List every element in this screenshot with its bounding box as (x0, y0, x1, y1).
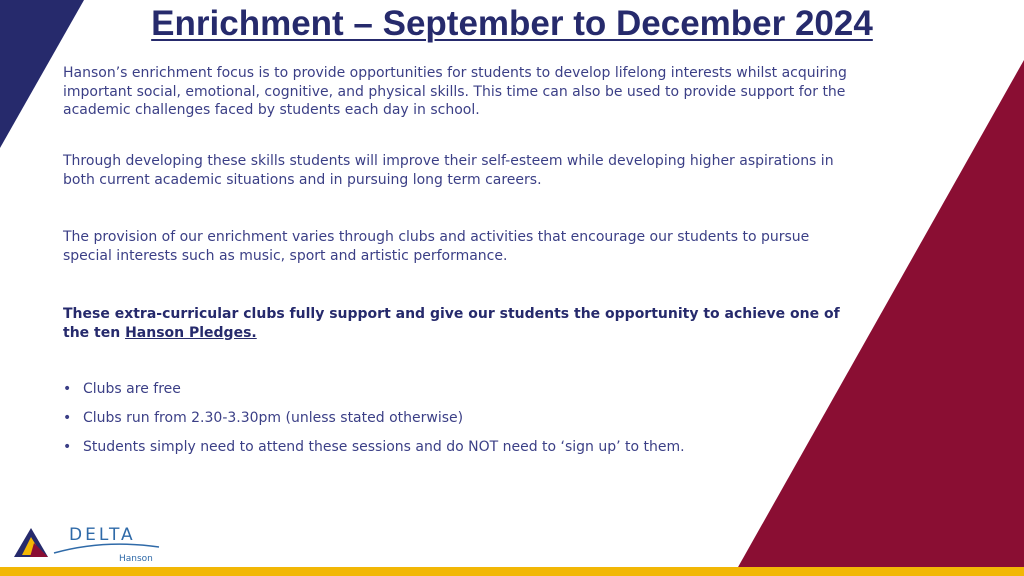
bullet-icon: • (63, 381, 72, 397)
provision-paragraph: The provision of our enrichment varies through clubs and activities that encourage our students to pursue special interests such as music, sport and artistic performance. (63, 229, 810, 264)
list-item (63, 409, 853, 438)
list-item-text: Students simply need to attend these sessions and do NOT need to ‘sign up’ to them. (83, 439, 685, 455)
list-item (63, 380, 853, 409)
list-item-text: Clubs run from 2.30-3.30pm (unless stated otherwise) (83, 410, 464, 426)
pledges-text: These extra-curricular clubs fully support and give our students the opportunity to achieve one of the ten (63, 306, 840, 341)
delta-hanson-logo (14, 525, 164, 569)
skills-paragraph: Through developing these skills students will improve their self-esteem while developing higher aspirations in both current academic situations and in pursuing long term careers. (63, 153, 834, 188)
logo-name: DELTA (69, 525, 136, 545)
club-info-list (63, 380, 853, 467)
pledges-paragraph (63, 305, 853, 342)
hanson-pledges-link[interactable]: Hanson Pledges. (125, 324, 257, 341)
list-item (63, 438, 853, 467)
bullet-icon: • (63, 439, 72, 455)
list-item-text: Clubs are free (83, 381, 181, 397)
bullet-icon: • (63, 410, 72, 426)
logo-subtitle: Hanson (119, 554, 153, 564)
intro-paragraph: Hanson’s enrichment focus is to provide opportunities for students to develop lifelong interests whilst acquiring important social, emotional, cognitive, and physical skills. This time can also be used to provide support for the academic challenges faced by students each day in school. (63, 65, 847, 118)
slide-title: Enrichment – September to December 2024 (151, 4, 873, 43)
